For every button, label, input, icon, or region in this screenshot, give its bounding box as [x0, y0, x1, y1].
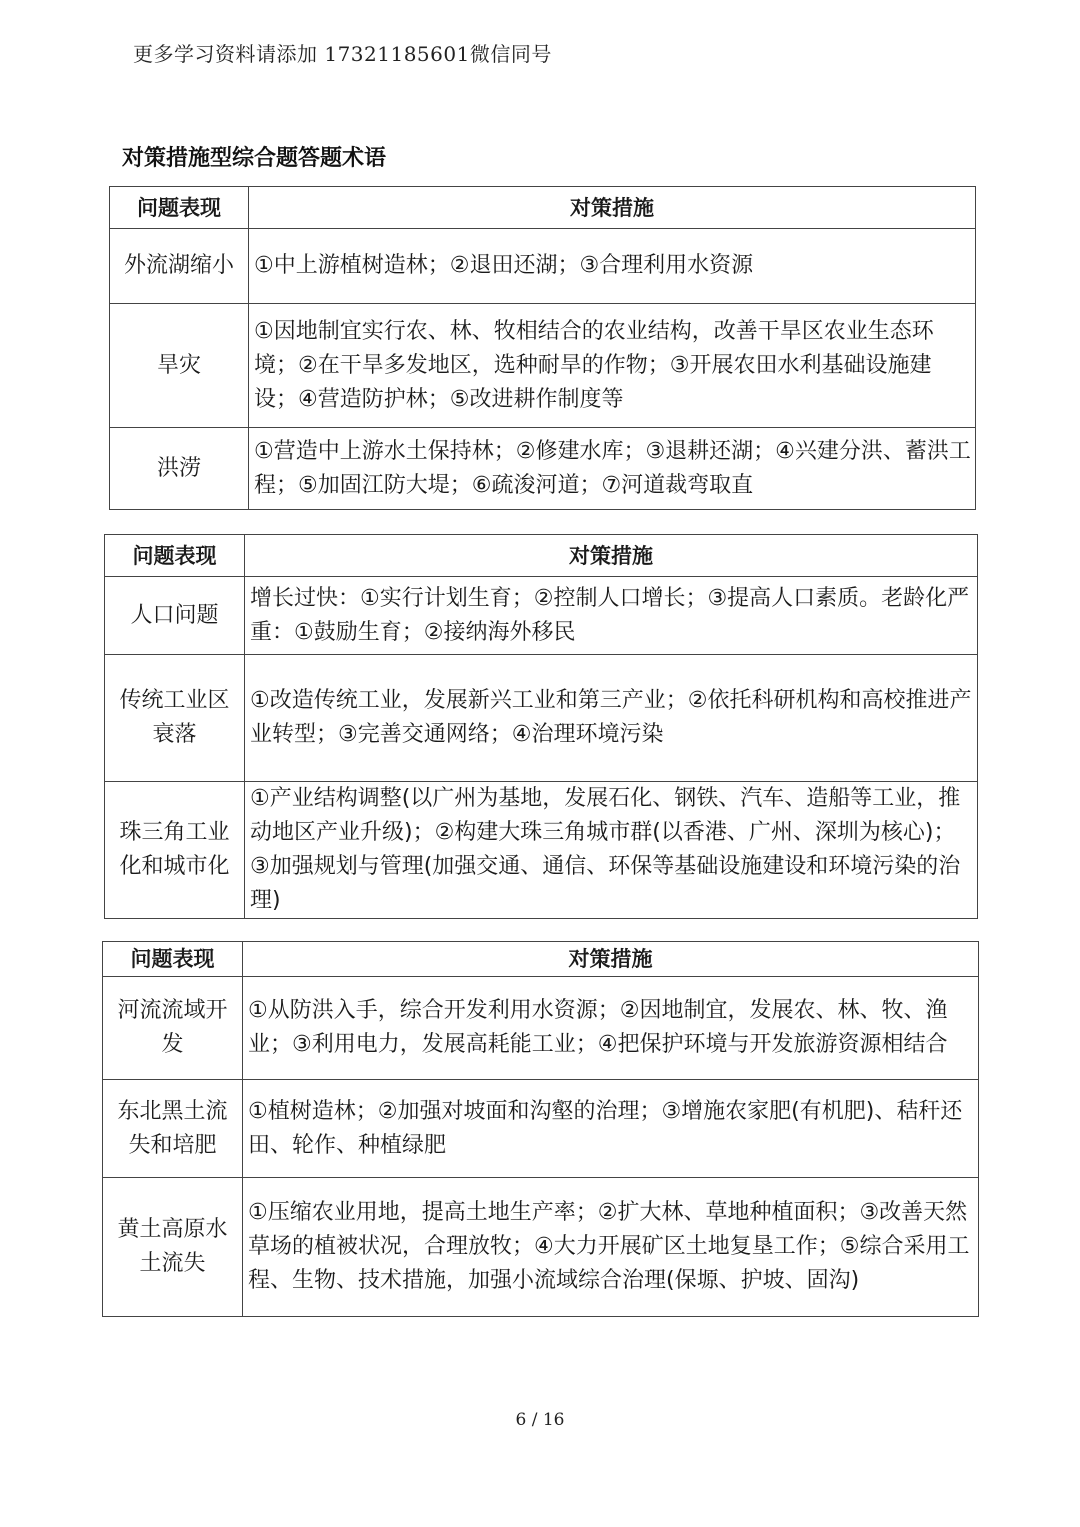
column-header-problem: 问题表现: [103, 942, 243, 977]
measures-table: [109, 186, 976, 510]
problem-cell: 外流湖缩小: [110, 229, 249, 304]
table-row: [105, 577, 978, 655]
header-note: 更多学习资料请添加 17321185601微信同号: [133, 42, 552, 66]
column-header-problem: 问题表现: [110, 187, 249, 229]
problem-cell: 黄土高原水土流失: [103, 1178, 243, 1317]
problem-cell: 传统工业区衰落: [105, 655, 245, 782]
table-row: [110, 229, 976, 304]
table-row: [105, 782, 978, 919]
table-row: [110, 304, 976, 428]
column-header-measure: 对策措施: [243, 942, 979, 977]
measure-cell: 增长过快：①实行计划生育；②控制人口增长；③提高人口素质。老龄化严重：①鼓励生育；②接纳海外移民: [245, 577, 978, 655]
column-header-measure: 对策措施: [245, 535, 978, 577]
table-row: [103, 1080, 979, 1178]
problem-cell: 人口问题: [105, 577, 245, 655]
measure-cell: ①植树造林；②加强对坡面和沟壑的治理；③增施农家肥(有机肥)、秸秆还田、轮作、种植绿肥: [243, 1080, 979, 1178]
table-row: [103, 977, 979, 1080]
problem-cell: 珠三角工业化和城市化: [105, 782, 245, 919]
problem-cell: 河流流域开发: [103, 977, 243, 1080]
measure-cell: ①从防洪入手，综合开发利用水资源；②因地制宜，发展农、林、牧、渔业；③利用电力，发展高耗能工业；④把保护环境与开发旅游资源相结合: [243, 977, 979, 1080]
table-row: [103, 1178, 979, 1317]
page-number: 6 / 16: [515, 1410, 565, 1430]
table-header-row: [105, 535, 978, 577]
measure-cell: ①改造传统工业，发展新兴工业和第三产业；②依托科研机构和高校推进产业转型；③完善交通网络；④治理环境污染: [245, 655, 978, 782]
measure-cell: ①中上游植树造林；②退田还湖；③合理利用水资源: [249, 229, 976, 304]
measure-cell: ①因地制宜实行农、林、牧相结合的农业结构，改善干旱区农业生态环境；②在干旱多发地区，选种耐旱的作物；③开展农田水利基础设施建设；④营造防护林；⑤改进耕作制度等: [249, 304, 976, 428]
measure-cell: ①压缩农业用地，提高土地生产率；②扩大林、草地种植面积；③改善天然草场的植被状况，合理放牧；④大力开展矿区土地复垦工作；⑤综合采用工程、生物、技术措施，加强小流域综合治理(保塬、护坡、固沟): [243, 1178, 979, 1317]
problem-cell: 洪涝: [110, 428, 249, 510]
measures-table: [102, 941, 979, 1317]
column-header-problem: 问题表现: [105, 535, 245, 577]
column-header-measure: 对策措施: [249, 187, 976, 229]
problem-cell: 东北黑土流失和培肥: [103, 1080, 243, 1178]
table-header-row: [103, 942, 979, 977]
table-header-row: [110, 187, 976, 229]
section-title: 对策措施型综合题答题术语: [122, 146, 387, 171]
problem-cell: 旱灾: [110, 304, 249, 428]
measures-table: [104, 534, 978, 919]
measure-cell: ①产业结构调整(以广州为基地，发展石化、钢铁、汽车、造船等工业，推动地区产业升级)；②构建大珠三角城市群(以香港、广州、深圳为核心)；③加强规划与管理(加强交通、通信、环保等基础设施建设和环境污染的治理): [245, 782, 978, 919]
table-row: [105, 655, 978, 782]
measure-cell: ①营造中上游水土保持林；②修建水库；③退耕还湖；④兴建分洪、蓄洪工程；⑤加固江防大堤；⑥疏浚河道；⑦河道裁弯取直: [249, 428, 976, 510]
table-row: [110, 428, 976, 510]
